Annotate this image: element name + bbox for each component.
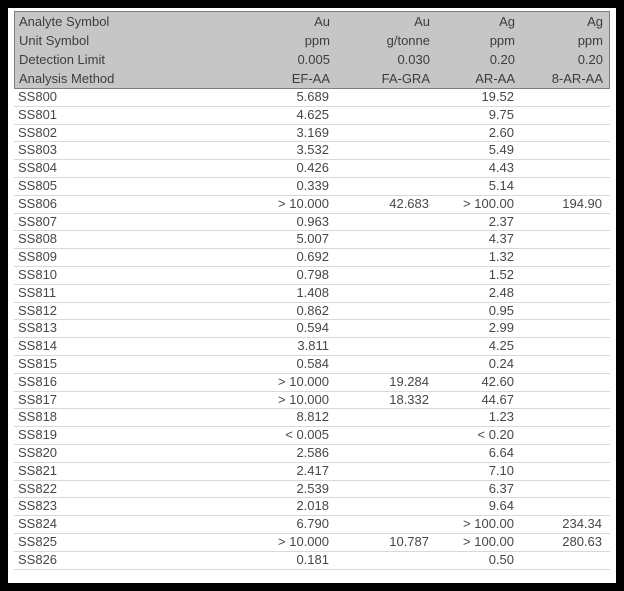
table-row bbox=[14, 285, 610, 303]
header-row-label: Analyte Symbol bbox=[19, 14, 110, 29]
table-row bbox=[14, 463, 610, 481]
header-row-label: Unit Symbol bbox=[19, 33, 90, 48]
value-cell: 9.64 bbox=[488, 498, 514, 514]
header-row-detection-limit bbox=[15, 50, 609, 69]
value-cell: 0.862 bbox=[296, 302, 329, 318]
table-row bbox=[14, 214, 610, 232]
value-cell: 9.75 bbox=[488, 106, 514, 122]
value-cell: 6.37 bbox=[488, 480, 514, 496]
value-cell: 2.37 bbox=[488, 213, 514, 229]
value-cell: 0.692 bbox=[296, 249, 329, 265]
header-value-cell: 0.005 bbox=[297, 52, 330, 67]
value-cell: 0.95 bbox=[488, 302, 514, 318]
sample-id: SS821 bbox=[18, 462, 58, 478]
value-cell: 6.790 bbox=[296, 516, 329, 532]
header-value-cell: 0.20 bbox=[577, 52, 603, 67]
header-value-cell: g/tonne bbox=[386, 33, 430, 48]
table-row bbox=[14, 374, 610, 392]
table-header-block bbox=[14, 11, 610, 89]
value-cell: 0.594 bbox=[296, 320, 329, 336]
sample-id: SS819 bbox=[18, 427, 58, 443]
value-cell: 0.426 bbox=[296, 160, 329, 176]
value-cell: 0.50 bbox=[488, 551, 514, 567]
sample-id: SS824 bbox=[18, 516, 58, 532]
value-cell: 4.37 bbox=[488, 231, 514, 247]
header-value-cell: ppm bbox=[304, 33, 330, 48]
value-cell: < 0.20 bbox=[477, 427, 514, 443]
sample-id: SS826 bbox=[18, 551, 58, 567]
table-row bbox=[14, 178, 610, 196]
value-cell: 1.23 bbox=[488, 409, 514, 425]
value-cell: 1.408 bbox=[296, 284, 329, 300]
sample-id: SS816 bbox=[18, 373, 58, 389]
table-row bbox=[14, 320, 610, 338]
value-cell: 2.99 bbox=[488, 320, 514, 336]
value-cell: 0.584 bbox=[296, 355, 329, 371]
sample-id: SS822 bbox=[18, 480, 58, 496]
value-cell: 280.63 bbox=[562, 533, 602, 549]
value-cell: 194.90 bbox=[562, 195, 602, 211]
value-cell: 2.586 bbox=[296, 444, 329, 460]
table-row bbox=[14, 107, 610, 125]
sample-id: SS823 bbox=[18, 498, 58, 514]
value-cell: 5.689 bbox=[296, 89, 329, 104]
table-row bbox=[14, 89, 610, 107]
sample-id: SS817 bbox=[18, 391, 58, 407]
table-row bbox=[14, 303, 610, 321]
table-row bbox=[14, 267, 610, 285]
value-cell: 2.48 bbox=[488, 284, 514, 300]
sample-id: SS802 bbox=[18, 124, 58, 140]
sample-id: SS805 bbox=[18, 177, 58, 193]
value-cell: 4.25 bbox=[488, 338, 514, 354]
assay-results-table bbox=[14, 11, 610, 570]
table-row bbox=[14, 142, 610, 160]
value-cell: 2.60 bbox=[488, 124, 514, 140]
sample-id: SS800 bbox=[18, 89, 58, 104]
value-cell: > 100.00 bbox=[463, 533, 514, 549]
table-row bbox=[14, 481, 610, 499]
value-cell: 2.539 bbox=[296, 480, 329, 496]
value-cell: 1.52 bbox=[488, 266, 514, 282]
table-row bbox=[14, 356, 610, 374]
value-cell: < 0.005 bbox=[285, 427, 329, 443]
header-value-cell: Au bbox=[314, 14, 330, 29]
table-row bbox=[14, 427, 610, 445]
sample-id: SS818 bbox=[18, 409, 58, 425]
value-cell: > 10.000 bbox=[278, 373, 329, 389]
value-cell: 2.417 bbox=[296, 462, 329, 478]
value-cell: 7.10 bbox=[488, 462, 514, 478]
value-cell: 42.60 bbox=[481, 373, 514, 389]
sample-id: SS820 bbox=[18, 444, 58, 460]
value-cell: 10.787 bbox=[389, 533, 429, 549]
value-cell: 44.67 bbox=[481, 391, 514, 407]
header-value-cell: Ag bbox=[499, 14, 515, 29]
value-cell: 19.284 bbox=[389, 373, 429, 389]
table-row bbox=[14, 409, 610, 427]
table-row bbox=[14, 498, 610, 516]
header-row-label: Detection Limit bbox=[19, 52, 105, 67]
header-value-cell: Au bbox=[414, 14, 430, 29]
value-cell: 5.49 bbox=[488, 142, 514, 158]
value-cell: 2.018 bbox=[296, 498, 329, 514]
value-cell: 6.64 bbox=[488, 444, 514, 460]
value-cell: 5.14 bbox=[488, 177, 514, 193]
value-cell: 1.32 bbox=[488, 249, 514, 265]
table-row bbox=[14, 125, 610, 143]
value-cell: 42.683 bbox=[389, 195, 429, 211]
value-cell: 0.339 bbox=[296, 177, 329, 193]
sample-id: SS801 bbox=[18, 106, 58, 122]
sample-id: SS814 bbox=[18, 338, 58, 354]
table-row bbox=[14, 160, 610, 178]
table-row bbox=[14, 338, 610, 356]
value-cell: 0.963 bbox=[296, 213, 329, 229]
value-cell: > 100.00 bbox=[463, 516, 514, 532]
header-value-cell: FA-GRA bbox=[381, 71, 430, 86]
sample-id: SS815 bbox=[18, 355, 58, 371]
table-row bbox=[14, 552, 610, 570]
value-cell: 0.181 bbox=[296, 551, 329, 567]
sample-id: SS812 bbox=[18, 302, 58, 318]
table-row bbox=[14, 392, 610, 410]
value-cell: 234.34 bbox=[562, 516, 602, 532]
table-row bbox=[14, 534, 610, 552]
table-row bbox=[14, 249, 610, 267]
value-cell: 19.52 bbox=[481, 89, 514, 104]
value-cell: 0.798 bbox=[296, 266, 329, 282]
header-row-analyte-symbol bbox=[15, 12, 609, 31]
value-cell: 3.169 bbox=[296, 124, 329, 140]
sample-id: SS825 bbox=[18, 533, 58, 549]
value-cell: 5.007 bbox=[296, 231, 329, 247]
sample-id: SS806 bbox=[18, 195, 58, 211]
header-row-unit-symbol bbox=[15, 31, 609, 50]
table-body-block bbox=[14, 89, 610, 570]
table-row bbox=[14, 196, 610, 214]
value-cell: > 10.000 bbox=[278, 391, 329, 407]
sample-id: SS804 bbox=[18, 160, 58, 176]
value-cell: > 10.000 bbox=[278, 533, 329, 549]
table-row bbox=[14, 231, 610, 249]
header-value-cell: 8-AR-AA bbox=[551, 71, 603, 86]
value-cell: 4.43 bbox=[488, 160, 514, 176]
sample-id: SS808 bbox=[18, 231, 58, 247]
sample-id: SS811 bbox=[18, 284, 57, 300]
header-value-cell: 0.20 bbox=[489, 52, 515, 67]
header-row-label: Analysis Method bbox=[19, 71, 115, 86]
header-value-cell: Ag bbox=[587, 14, 603, 29]
value-cell: > 100.00 bbox=[463, 195, 514, 211]
header-value-cell: ppm bbox=[577, 33, 603, 48]
value-cell: 3.811 bbox=[297, 338, 329, 354]
header-value-cell: 0.030 bbox=[397, 52, 430, 67]
sample-id: SS809 bbox=[18, 249, 58, 265]
header-row-analysis-method bbox=[15, 69, 609, 88]
header-value-cell: ppm bbox=[489, 33, 515, 48]
value-cell: 3.532 bbox=[296, 142, 329, 158]
sample-id: SS807 bbox=[18, 213, 58, 229]
header-value-cell: AR-AA bbox=[475, 71, 515, 86]
value-cell: > 10.000 bbox=[278, 195, 329, 211]
value-cell: 8.812 bbox=[296, 409, 329, 425]
sample-id: SS813 bbox=[18, 320, 58, 336]
value-cell: 0.24 bbox=[488, 355, 514, 371]
sample-id: SS803 bbox=[18, 142, 58, 158]
header-value-cell: EF-AA bbox=[291, 71, 330, 86]
value-cell: 18.332 bbox=[389, 391, 429, 407]
table-row bbox=[14, 445, 610, 463]
table-row bbox=[14, 516, 610, 534]
sample-id: SS810 bbox=[18, 266, 58, 282]
value-cell: 4.625 bbox=[296, 106, 329, 122]
